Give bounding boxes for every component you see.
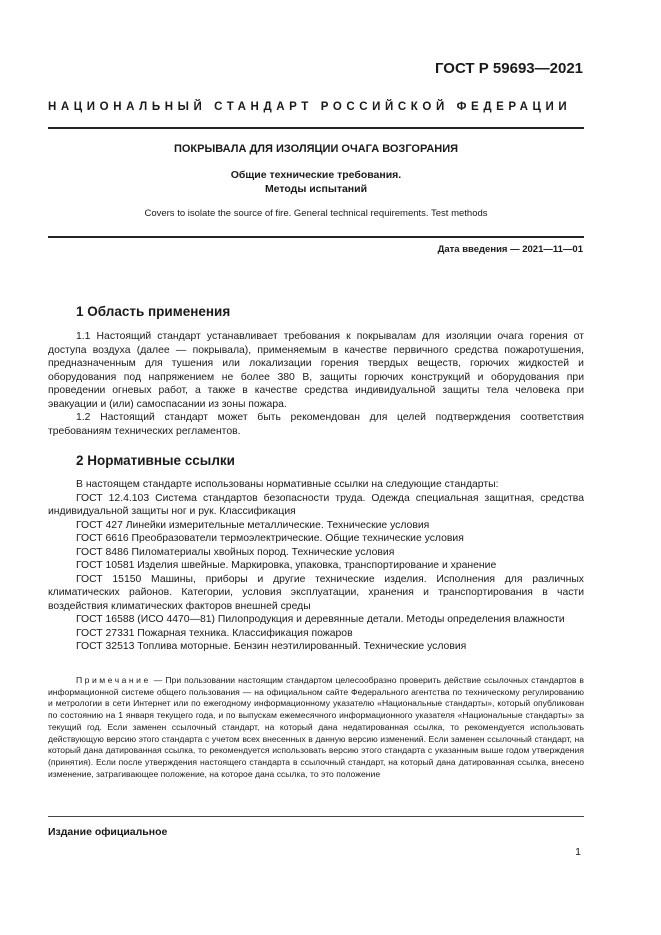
official-edition-label: Издание официальное	[48, 826, 168, 838]
footer-divider	[48, 816, 584, 817]
introduction-date: Дата введения — 2021—11—01	[437, 244, 583, 255]
reference-item: ГОСТ 16588 (ИСО 4470—81) Пилопродукция и деревянные детали. Методы определения влажности	[76, 614, 565, 625]
note-text: — При пользовании настоящим стандартом целесообразно проверить действие ссылочных стандартов в информационной системе общего пользования — на официальном сайте Федерального агентства по техническому регулированию и метрологии в сети Интернет или по ежегодному информационному указателю «Национальные стандарты», который опубликован по состоянию на 1 января текущего года, и по выпускам ежемесячного информационного указателя «Национальные стандарты» за текущий год. Если заменен ссылочный стандарт, на который дана недатированная ссылка, то рекомендуется использовать действующую версию этого стандарта с учетом всех внесенных в данную версию изменений. Если заменен ссылочный стандарт, на который дана датированная ссылка, то рекомендуется использовать версию этого стандарта с указанным выше годом утверждения (принятия). Если после утверждения настоящего стандарта в ссылочный стандарт, на который дана датированная ссылка, внесено изменение, затрагивающее положение, на которое дана ссылка, то это положение	[48, 675, 584, 779]
reference-item: ГОСТ 427 Линейки измерительные металлические. Технические условия	[76, 519, 430, 531]
page-number: 1	[575, 846, 581, 858]
reference-item: ГОСТ 32513 Топлива моторные. Бензин неэтилированный. Технические условия	[76, 641, 467, 652]
english-title: Covers to isolate the source of fire. General technical requirements. Test methods	[144, 208, 488, 219]
paragraph-1-2: 1.2 Настоящий стандарт может быть рекомендован для целей подтверждения соответствия требованиям технических регламентов.	[48, 412, 584, 437]
subtitle-line-1: Общие технические требования.	[230, 169, 402, 181]
document-subtitle	[48, 168, 584, 196]
section-1-body	[48, 330, 584, 438]
reference-item: ГОСТ 6616 Преобразователи термоэлектрические. Общие технические условия	[76, 533, 464, 544]
title-divider	[48, 236, 584, 238]
reference-item: ГОСТ 10581 Изделия швейные. Маркировка, упаковка, транспортирование и хранение	[76, 560, 497, 571]
document-title: ПОКРЫВАЛА ДЛЯ ИЗОЛЯЦИИ ОЧАГА ВОЗГОРАНИЯ	[173, 143, 459, 155]
reference-item: ГОСТ 12.4.103 Система стандартов безопасности труда. Одежда специальная защитная, средства индивидуальной защиты ног и рук. Классификация	[48, 492, 584, 517]
section-2-heading: 2 Нормативные ссылки	[76, 453, 235, 468]
document-number: ГОСТ Р 59693—2021	[434, 60, 583, 77]
reference-intro: В настоящем стандарте использованы нормативные ссылки на следующие стандарты:	[76, 479, 499, 490]
reference-item: ГОСТ 15150 Машины, приборы и другие технические изделия. Исполнения для различных климатических районов. Категории, условия эксплуатации, хранения и транспортирования в части воздействия климатических факторов внешней среды	[48, 573, 584, 612]
section-2-body	[48, 478, 584, 654]
reference-item: ГОСТ 8486 Пиломатериалы хвойных пород. Технические условия	[76, 546, 395, 558]
reference-item: ГОСТ 27331 Пожарная техника. Классификация пожаров	[76, 627, 353, 639]
section-1-heading: 1 Область применения	[76, 304, 231, 319]
standard-banner: НАЦИОНАЛЬНЫЙ СТАНДАРТ РОССИЙСКОЙ ФЕДЕРАЦИИ	[48, 101, 572, 113]
paragraph-1-1: 1.1 Настоящий стандарт устанавливает требования к покрывалам для изоляции очага горения от доступа воздуха (далее — покрывала), применяемым в качестве первичного средства пожаротушения, предназначенным для тушения или локализации горения твердых веществ, горючих жидкостей и оборудования под напряжением не более 380 В, защиты горючих конструкций и оборудования при проведении огневых работ, а также в качестве средства индивидуальной защиты тела человека при эвакуации и (или) самоспасании из зоны пожара.	[48, 331, 584, 410]
note-paragraph	[48, 675, 584, 780]
subtitle-line-2: Методы испытаний	[264, 183, 368, 195]
header-divider	[48, 127, 584, 129]
note-label: Примечание	[76, 675, 151, 685]
